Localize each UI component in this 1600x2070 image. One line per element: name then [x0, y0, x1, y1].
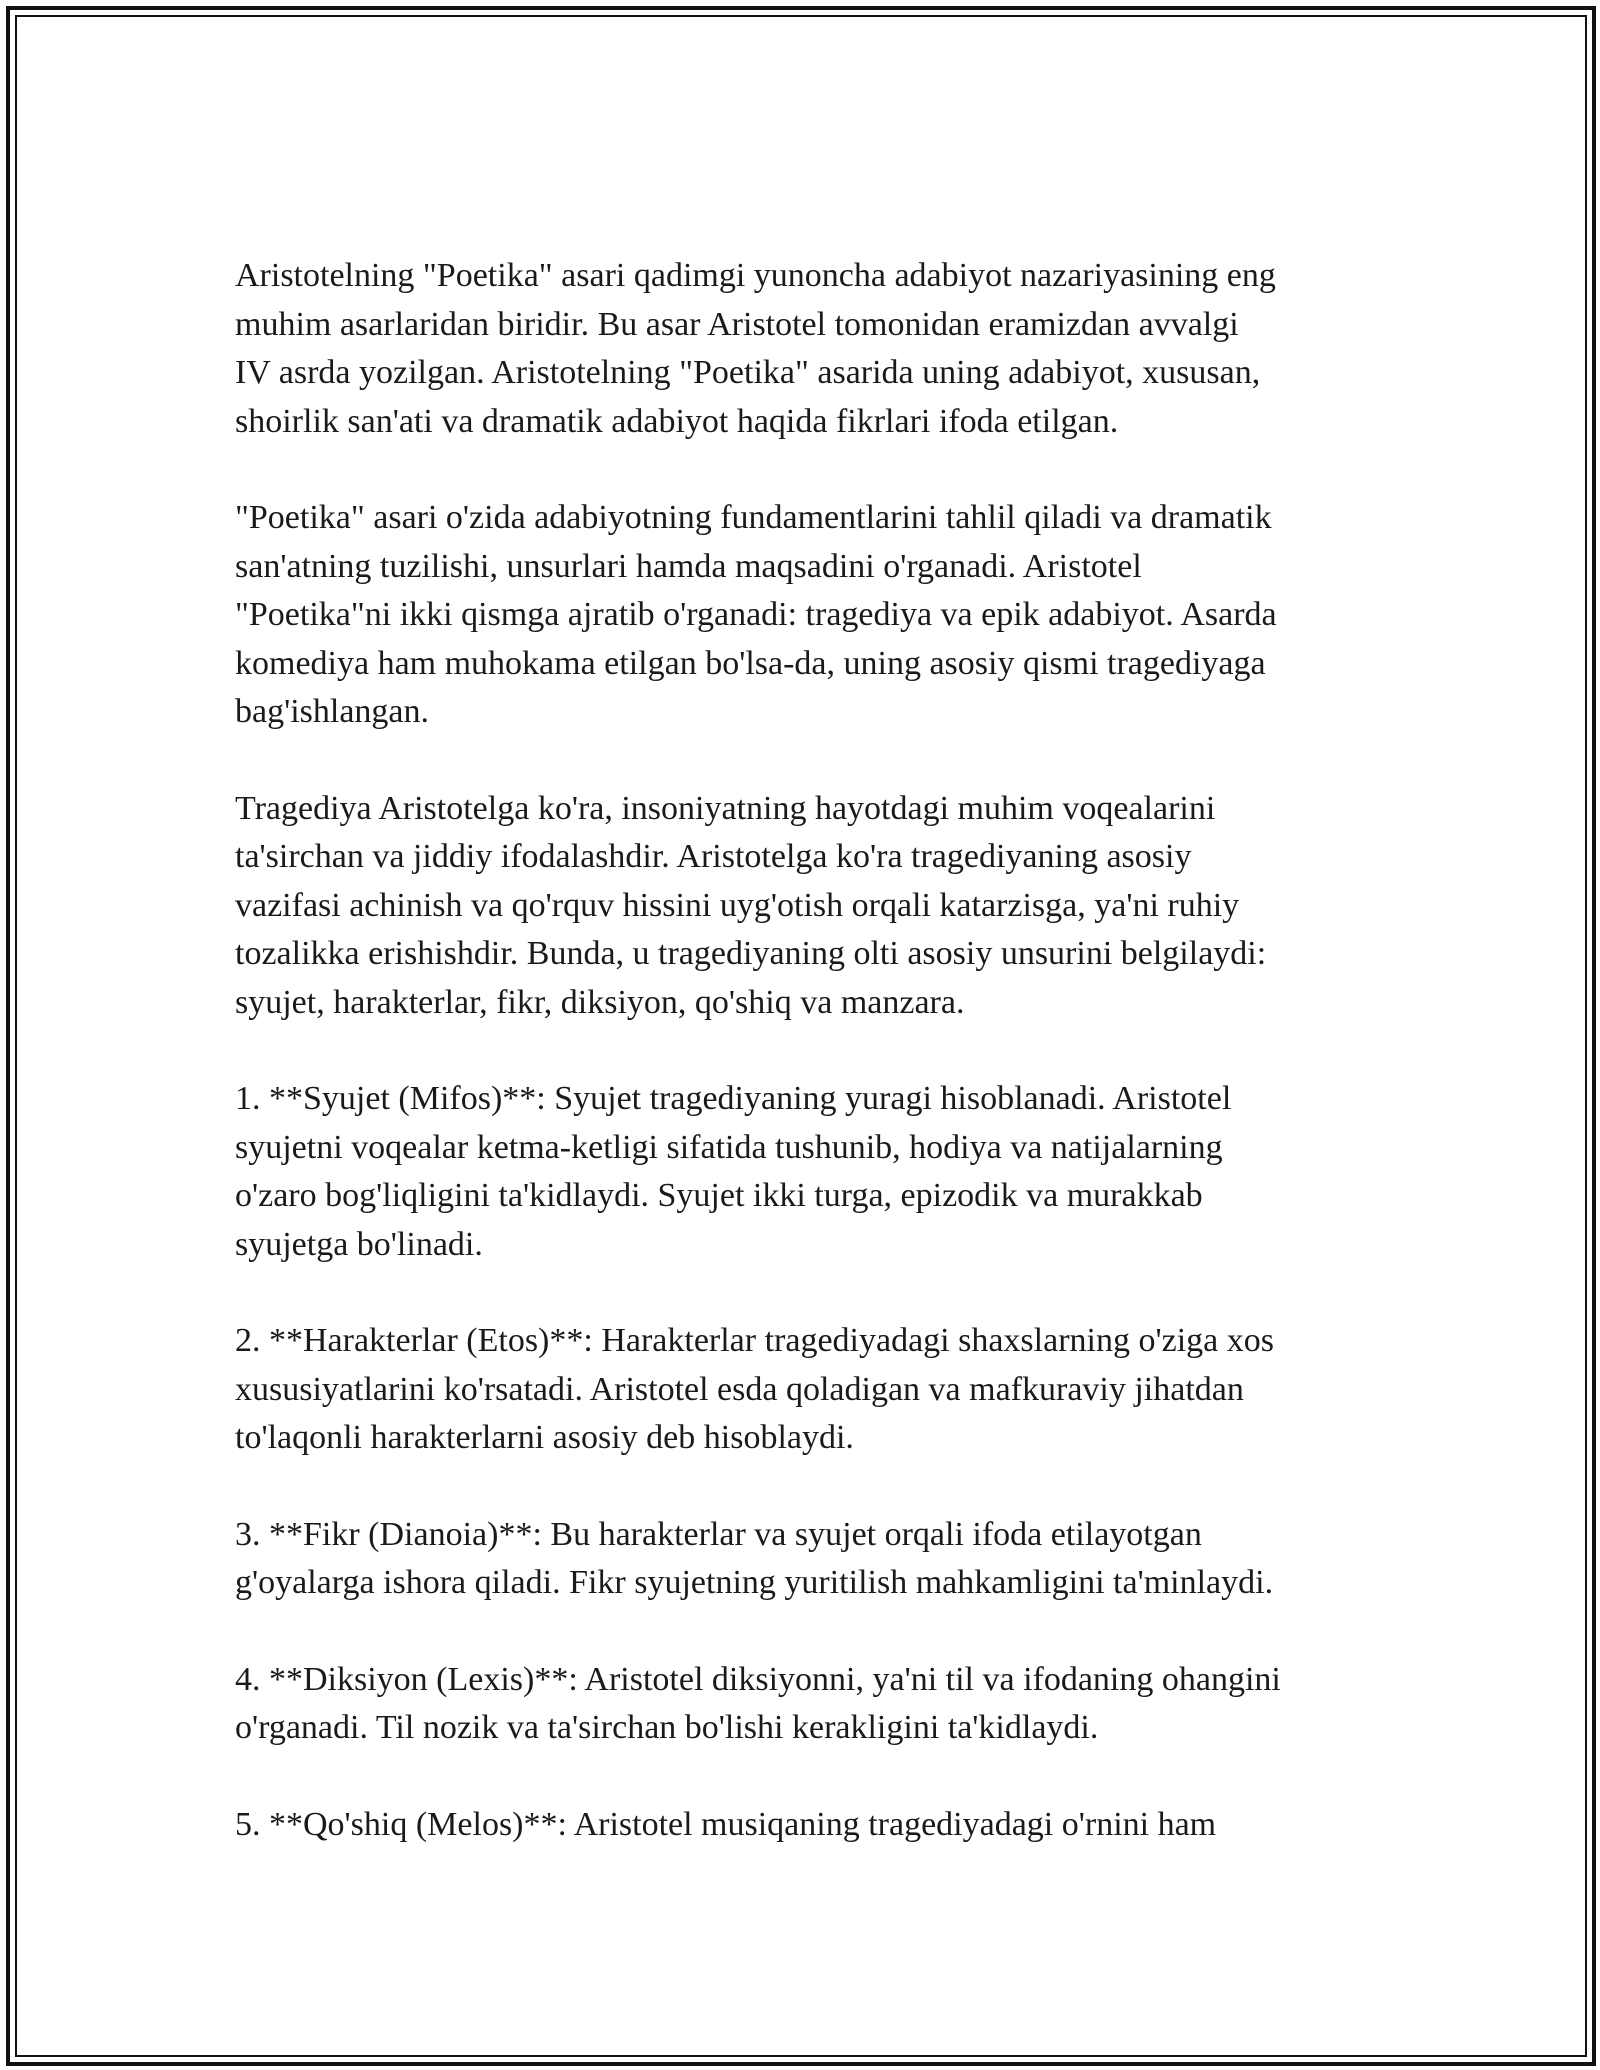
document-body — [235, 252, 1375, 1897]
text-line: 3. **Fikr (Dianoia)**: Bu harakterlar va syujet orqali ifoda etilayotgan — [235, 1515, 1202, 1553]
text-line: bag'ishlangan. — [235, 693, 430, 730]
text-line: "Poetika"ni ikki qismga ajratib o'rganadi: tragediya va epik adabiyot. Asarda — [235, 596, 1277, 633]
text-line: san'atning tuzilishi, unsurlari hamda maqsadini o'rganadi. Aristotel — [235, 547, 1142, 585]
list-item-fikr — [235, 1511, 1375, 1608]
text-line: vazifasi achinish va qo'rquv hissini uyg'otish orqali katarzisga, ya'ni ruhiy — [235, 886, 1240, 924]
text-line: tozalikka erishishdir. Bunda, u tragediyaning olti asosiy unsurini belgilaydi: — [235, 935, 1267, 972]
text-line: g'oyalarga ishora qiladi. Fikr syujetning yuritilish mahkamligini ta'minlaydi. — [235, 1564, 1274, 1601]
text-line: 2. **Harakterlar (Etos)**: Harakterlar tragediyadagi shaxslarning o'ziga xos — [235, 1322, 1274, 1359]
list-item-qoshiq — [235, 1801, 1375, 1850]
paragraph-structure — [235, 494, 1375, 737]
text-line: 5. **Qo'shiq (Melos)**: Aristotel musiqaning tragediyadagi o'rnini ham — [235, 1805, 1217, 1843]
text-line: syujetga bo'linadi. — [235, 1225, 483, 1263]
list-item-syujet — [235, 1075, 1375, 1269]
list-item-harakterlar — [235, 1317, 1375, 1463]
text-line: xususiyatlarini ko'rsatadi. Aristotel esda qoladigan va mafkuraviy jihatdan — [235, 1370, 1244, 1408]
text-line: "Poetika" asari o'zida adabiyotning fundamentlarini tahlil qiladi va dramatik — [235, 499, 1272, 536]
text-line: syujet, harakterlar, fikr, diksiyon, qo'shiq va manzara. — [235, 983, 965, 1021]
list-item-diksiyon — [235, 1656, 1375, 1753]
text-line: 1. **Syujet (Mifos)**: Syujet tragediyaning yuragi hisoblanadi. Aristotel — [235, 1080, 1232, 1117]
text-line: o'zaro bog'liqligini ta'kidlaydi. Syujet ikki turga, epizodik va murakkab — [235, 1177, 1203, 1214]
text-line: muhim asarlaridan biridir. Bu asar Aristotel tomonidan eramizdan avvalgi — [235, 305, 1239, 343]
text-line: Tragediya Aristotelga ko'ra, insoniyatning hayotdagi muhim voqealarini — [235, 789, 1216, 827]
text-line: Aristotelning "Poetika" asari qadimgi yunoncha adabiyot nazariyasining eng — [235, 257, 1276, 294]
text-line: to'laqonli harakterlarni asosiy deb hisoblaydi. — [235, 1419, 854, 1456]
text-line: 4. **Diksiyon (Lexis)**: Aristotel diksiyonni, ya'ni til va ifodaning ohangini — [235, 1660, 1281, 1698]
text-line: IV asrda yozilgan. Aristotelning "Poetika" asarida uning adabiyot, xususan, — [235, 354, 1261, 391]
paragraph-tragedy — [235, 785, 1375, 1028]
text-line: o'rganadi. Til nozik va ta'sirchan bo'lishi kerakligini ta'kidlaydi. — [235, 1709, 1099, 1746]
text-line: ta'sirchan va jiddiy ifodalashdir. Aristotelga ko'ra tragediyaning asosiy — [235, 838, 1192, 875]
text-line: syujetni voqealar ketma-ketligi sifatida tushunib, hodiya va natijalarning — [235, 1128, 1223, 1166]
paragraph-intro — [235, 252, 1375, 446]
text-line: shoirlik san'ati va dramatik adabiyot haqida fikrlari ifoda etilgan. — [235, 402, 1119, 440]
text-line: komediya ham muhokama etilgan bo'lsa-da, uning asosiy qismi tragediyaga — [235, 644, 1266, 682]
